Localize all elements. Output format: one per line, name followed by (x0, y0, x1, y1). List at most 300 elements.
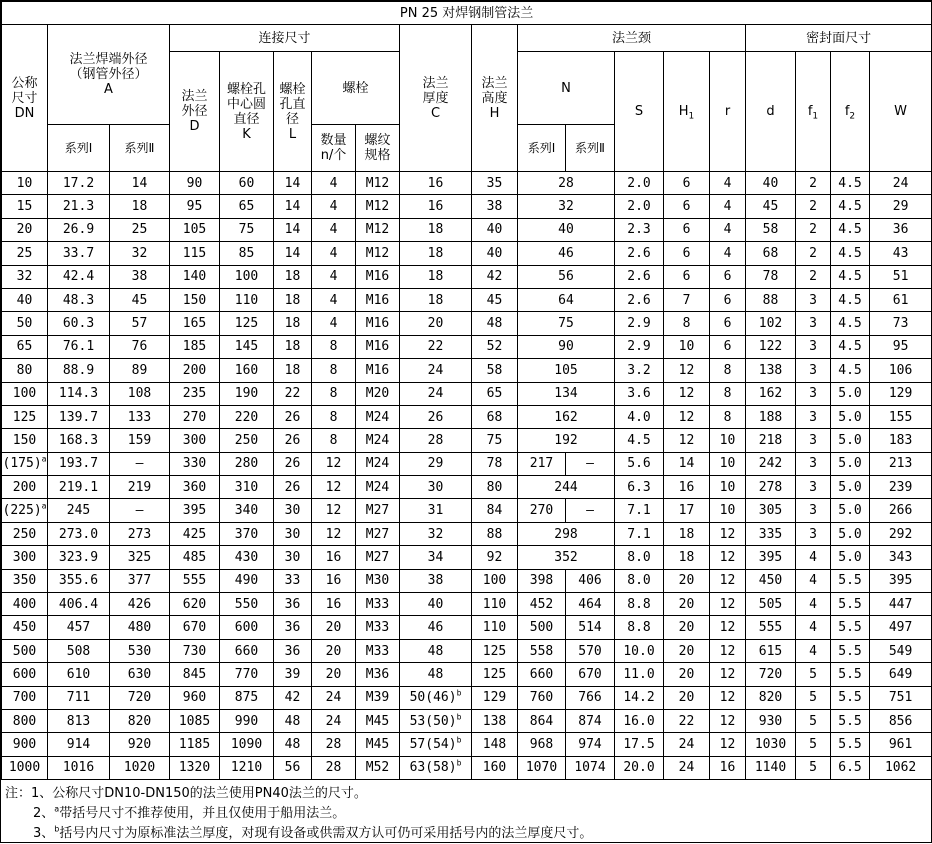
cell-d: 1030 (746, 733, 796, 756)
cell-K: 340 (220, 499, 274, 522)
header-d-seal: d (746, 52, 796, 172)
cell-L: 36 (274, 593, 312, 616)
cell-C: 38 (400, 569, 472, 592)
cell-W: 266 (870, 499, 932, 522)
cell-a2: 325 (110, 546, 170, 569)
cell-W: 73 (870, 312, 932, 335)
cell-N2: 514 (566, 616, 615, 639)
cell-a2: 480 (110, 616, 170, 639)
cell-f2: 4.5 (831, 172, 870, 195)
cell-H1: 12 (664, 429, 710, 452)
cell-a2: 426 (110, 593, 170, 616)
cell-K: 250 (220, 429, 274, 452)
cell-dn: 250 (2, 522, 48, 545)
header-bolt: 螺栓 (312, 52, 400, 125)
cell-th: M45 (356, 733, 400, 756)
header-f2: $f_2$ (831, 52, 870, 172)
cell-dn: 300 (2, 546, 48, 569)
cell-r: 4 (710, 172, 746, 195)
cell-r: 12 (710, 686, 746, 709)
cell-K: 75 (220, 218, 274, 241)
header-n-series1: 系列Ⅰ (518, 125, 566, 172)
cell-n: 8 (312, 405, 356, 428)
cell-L: 30 (274, 499, 312, 522)
cell-a1: 813 (48, 709, 110, 732)
cell-N: 134 (518, 382, 615, 405)
cell-dn: 40 (2, 288, 48, 311)
cell-a2: 89 (110, 359, 170, 382)
cell-S: 6.3 (615, 476, 664, 499)
table-row (2, 452, 932, 475)
cell-N1: 968 (518, 733, 566, 756)
cell-K: 1210 (220, 756, 274, 779)
cell-S: 2.6 (615, 265, 664, 288)
cell-C: 22 (400, 335, 472, 358)
header-bolt-thread: 螺纹 规格 (356, 125, 400, 172)
cell-K: 85 (220, 242, 274, 265)
cell-S: 8.0 (615, 569, 664, 592)
table-notes (1, 780, 931, 844)
cell-r: 12 (710, 709, 746, 732)
note-2: 2、$^a$带括号尺寸不推荐使用，并且仅使用于船用法兰。 (33, 804, 346, 822)
cell-f1: 5 (796, 733, 831, 756)
cell-f2: 4.5 (831, 195, 870, 218)
cell-C: 31 (400, 499, 472, 522)
cell-S: 2.0 (615, 195, 664, 218)
cell-H1: 6 (664, 195, 710, 218)
cell-a2: — (110, 452, 170, 475)
cell-D: 1320 (170, 756, 220, 779)
cell-W: 751 (870, 686, 932, 709)
cell-W: 549 (870, 639, 932, 662)
cell-th: M16 (356, 288, 400, 311)
cell-a2: 108 (110, 382, 170, 405)
cell-H: 138 (472, 709, 518, 732)
cell-D: 1085 (170, 709, 220, 732)
cell-H: 48 (472, 312, 518, 335)
cell-th: M24 (356, 429, 400, 452)
cell-dn: 32 (2, 265, 48, 288)
cell-S: 3.2 (615, 359, 664, 382)
table-row (2, 312, 932, 335)
cell-dn: 500 (2, 639, 48, 662)
cell-W: 43 (870, 242, 932, 265)
cell-D: 235 (170, 382, 220, 405)
cell-d: 930 (746, 709, 796, 732)
cell-n: 4 (312, 242, 356, 265)
cell-r: 12 (710, 733, 746, 756)
cell-r: 12 (710, 569, 746, 592)
cell-n: 4 (312, 172, 356, 195)
cell-n: 20 (312, 639, 356, 662)
cell-K: 65 (220, 195, 274, 218)
cell-C: 30 (400, 476, 472, 499)
cell-d: 138 (746, 359, 796, 382)
cell-H1: 12 (664, 359, 710, 382)
cell-H: 45 (472, 288, 518, 311)
cell-th: M52 (356, 756, 400, 779)
cell-K: 160 (220, 359, 274, 382)
cell-C: 40 (400, 593, 472, 616)
cell-f2: 4.5 (831, 242, 870, 265)
cell-a2: 32 (110, 242, 170, 265)
cell-n: 8 (312, 359, 356, 382)
cell-H1: 24 (664, 733, 710, 756)
cell-n: 12 (312, 476, 356, 499)
cell-C: 24 (400, 382, 472, 405)
cell-N: 28 (518, 172, 615, 195)
cell-K: 490 (220, 569, 274, 592)
cell-a1: 48.3 (48, 288, 110, 311)
header-neck: 法兰颈 (518, 25, 746, 52)
cell-a2: 76 (110, 335, 170, 358)
cell-r: 16 (710, 756, 746, 779)
cell-S: 7.1 (615, 522, 664, 545)
cell-N: 46 (518, 242, 615, 265)
cell-d: 505 (746, 593, 796, 616)
cell-a2: 159 (110, 429, 170, 452)
header-seal: 密封面尺寸 (746, 25, 932, 52)
cell-f1: 2 (796, 218, 831, 241)
cell-dn: 100 (2, 382, 48, 405)
cell-r: 10 (710, 429, 746, 452)
cell-H1: 20 (664, 593, 710, 616)
cell-dn: 400 (2, 593, 48, 616)
cell-L: 26 (274, 405, 312, 428)
cell-H1: 6 (664, 242, 710, 265)
cell-N: 298 (518, 522, 615, 545)
cell-f2: 4.5 (831, 218, 870, 241)
cell-C: 16 (400, 195, 472, 218)
cell-f2: 5.5 (831, 569, 870, 592)
cell-r: 6 (710, 265, 746, 288)
cell-K: 770 (220, 663, 274, 686)
cell-W: 51 (870, 265, 932, 288)
cell-L: 14 (274, 172, 312, 195)
cell-dn: 900 (2, 733, 48, 756)
cell-H: 110 (472, 616, 518, 639)
table-row (2, 172, 932, 195)
cell-f2: 5.5 (831, 733, 870, 756)
cell-n: 28 (312, 756, 356, 779)
cell-N: 105 (518, 359, 615, 382)
cell-H1: 6 (664, 218, 710, 241)
cell-K: 280 (220, 452, 274, 475)
cell-K: 110 (220, 288, 274, 311)
cell-n: 8 (312, 335, 356, 358)
cell-f1: 3 (796, 522, 831, 545)
cell-C: $53(50)^b$ (400, 709, 472, 732)
cell-N: 75 (518, 312, 615, 335)
header-d-outer: 法兰 外径 D (170, 52, 220, 172)
cell-K: 430 (220, 546, 274, 569)
cell-a1: 914 (48, 733, 110, 756)
cell-D: 1185 (170, 733, 220, 756)
cell-K: 370 (220, 522, 274, 545)
cell-f1: 4 (796, 569, 831, 592)
table-row (2, 593, 932, 616)
cell-f2: 5.5 (831, 709, 870, 732)
cell-a2: 920 (110, 733, 170, 756)
cell-r: 12 (710, 593, 746, 616)
cell-dn: 80 (2, 359, 48, 382)
cell-K: 190 (220, 382, 274, 405)
cell-N1: 1070 (518, 756, 566, 779)
cell-N: 32 (518, 195, 615, 218)
cell-C: 20 (400, 312, 472, 335)
cell-f1: 2 (796, 195, 831, 218)
cell-d: 40 (746, 172, 796, 195)
table-row (2, 288, 932, 311)
cell-n: 20 (312, 663, 356, 686)
cell-th: M45 (356, 709, 400, 732)
cell-S: 16.0 (615, 709, 664, 732)
cell-S: 17.5 (615, 733, 664, 756)
table-row (2, 686, 932, 709)
cell-th: M12 (356, 242, 400, 265)
cell-W: 961 (870, 733, 932, 756)
header-n-series2: 系列Ⅱ (566, 125, 615, 172)
cell-r: 8 (710, 359, 746, 382)
cell-r: 6 (710, 312, 746, 335)
cell-W: 106 (870, 359, 932, 382)
cell-d: 78 (746, 265, 796, 288)
cell-f2: 5.0 (831, 476, 870, 499)
cell-N: 56 (518, 265, 615, 288)
cell-L: 18 (274, 265, 312, 288)
cell-N2: 670 (566, 663, 615, 686)
cell-L: 14 (274, 195, 312, 218)
cell-D: 555 (170, 569, 220, 592)
cell-S: 11.0 (615, 663, 664, 686)
header-r: r (710, 52, 746, 172)
cell-th: M24 (356, 452, 400, 475)
cell-W: 129 (870, 382, 932, 405)
table-row (2, 195, 932, 218)
cell-a2: — (110, 499, 170, 522)
cell-H: 35 (472, 172, 518, 195)
cell-H: 40 (472, 218, 518, 241)
cell-N: 90 (518, 335, 615, 358)
cell-W: 155 (870, 405, 932, 428)
cell-H1: 24 (664, 756, 710, 779)
flange-dimension-table (1, 1, 932, 780)
cell-n: 4 (312, 195, 356, 218)
cell-r: 6 (710, 288, 746, 311)
table-row (2, 522, 932, 545)
cell-a2: 720 (110, 686, 170, 709)
cell-r: 8 (710, 382, 746, 405)
cell-H: 40 (472, 242, 518, 265)
cell-D: 425 (170, 522, 220, 545)
cell-L: 14 (274, 242, 312, 265)
cell-n: 4 (312, 288, 356, 311)
table-row (2, 405, 932, 428)
cell-dn: 65 (2, 335, 48, 358)
cell-L: 48 (274, 733, 312, 756)
cell-W: 856 (870, 709, 932, 732)
cell-f2: 5.5 (831, 593, 870, 616)
cell-f2: 4.5 (831, 265, 870, 288)
cell-a2: 45 (110, 288, 170, 311)
cell-H1: 6 (664, 265, 710, 288)
cell-f1: 3 (796, 499, 831, 522)
cell-d: 305 (746, 499, 796, 522)
cell-S: 7.1 (615, 499, 664, 522)
cell-f2: 5.5 (831, 686, 870, 709)
cell-r: 4 (710, 218, 746, 241)
cell-W: 497 (870, 616, 932, 639)
cell-K: 60 (220, 172, 274, 195)
cell-th: M36 (356, 663, 400, 686)
cell-C: 32 (400, 522, 472, 545)
cell-L: 36 (274, 616, 312, 639)
cell-H: 80 (472, 476, 518, 499)
cell-a1: 21.3 (48, 195, 110, 218)
cell-D: 95 (170, 195, 220, 218)
cell-N: 162 (518, 405, 615, 428)
cell-N1: 760 (518, 686, 566, 709)
cell-C: $50(46)^b$ (400, 686, 472, 709)
table-row (2, 359, 932, 382)
cell-S: 2.3 (615, 218, 664, 241)
cell-L: 30 (274, 546, 312, 569)
cell-N2: — (566, 499, 615, 522)
cell-H1: 14 (664, 452, 710, 475)
cell-S: 2.9 (615, 312, 664, 335)
cell-d: 45 (746, 195, 796, 218)
cell-n: 16 (312, 569, 356, 592)
cell-th: M27 (356, 522, 400, 545)
cell-f1: 3 (796, 335, 831, 358)
cell-a1: 457 (48, 616, 110, 639)
cell-S: 10.0 (615, 639, 664, 662)
cell-S: 2.0 (615, 172, 664, 195)
cell-f2: 5.5 (831, 639, 870, 662)
cell-N1: 217 (518, 452, 566, 475)
cell-dn: 600 (2, 663, 48, 686)
cell-H: 88 (472, 522, 518, 545)
cell-f1: 3 (796, 288, 831, 311)
cell-a1: 610 (48, 663, 110, 686)
cell-dn: 20 (2, 218, 48, 241)
table-row (2, 335, 932, 358)
cell-a2: 1020 (110, 756, 170, 779)
cell-L: 18 (274, 359, 312, 382)
cell-D: 165 (170, 312, 220, 335)
cell-a1: 273.0 (48, 522, 110, 545)
cell-S: 2.9 (615, 335, 664, 358)
cell-W: 649 (870, 663, 932, 686)
cell-th: M16 (356, 359, 400, 382)
cell-th: M33 (356, 616, 400, 639)
cell-f1: 4 (796, 616, 831, 639)
cell-W: 1062 (870, 756, 932, 779)
cell-N: 244 (518, 476, 615, 499)
cell-H1: 18 (664, 546, 710, 569)
cell-d: 278 (746, 476, 796, 499)
cell-n: 4 (312, 312, 356, 335)
cell-H1: 12 (664, 382, 710, 405)
cell-D: 730 (170, 639, 220, 662)
cell-f2: 5.0 (831, 522, 870, 545)
cell-a2: 630 (110, 663, 170, 686)
cell-N2: 766 (566, 686, 615, 709)
cell-a2: 18 (110, 195, 170, 218)
cell-N2: 1074 (566, 756, 615, 779)
header-w: W (870, 52, 932, 172)
cell-f2: 5.5 (831, 663, 870, 686)
cell-th: M20 (356, 382, 400, 405)
cell-H1: 22 (664, 709, 710, 732)
cell-D: 200 (170, 359, 220, 382)
cell-th: M24 (356, 405, 400, 428)
cell-f1: 5 (796, 663, 831, 686)
note-3: 3、$^b$括号内尺寸为原标准法兰厚度，对现有设备或供需双方认可仍可采用括号内的法兰厚度尺寸。 (33, 824, 593, 842)
header-s: S (615, 52, 664, 172)
cell-r: 6 (710, 335, 746, 358)
cell-K: 1090 (220, 733, 274, 756)
cell-th: M27 (356, 499, 400, 522)
cell-a1: 193.7 (48, 452, 110, 475)
cell-S: 8.8 (615, 616, 664, 639)
cell-f1: 2 (796, 242, 831, 265)
cell-f1: 3 (796, 476, 831, 499)
table-row (2, 569, 932, 592)
cell-S: 2.6 (615, 288, 664, 311)
cell-N2: 464 (566, 593, 615, 616)
cell-N2: 974 (566, 733, 615, 756)
cell-L: 18 (274, 312, 312, 335)
cell-N: 192 (518, 429, 615, 452)
cell-H1: 20 (664, 639, 710, 662)
cell-d: 68 (746, 242, 796, 265)
cell-r: 10 (710, 452, 746, 475)
cell-C: $57(54)^b$ (400, 733, 472, 756)
cell-r: 12 (710, 663, 746, 686)
cell-H: 68 (472, 405, 518, 428)
cell-N: 64 (518, 288, 615, 311)
cell-a1: 60.3 (48, 312, 110, 335)
cell-D: 140 (170, 265, 220, 288)
cell-a2: 133 (110, 405, 170, 428)
header-bolt-count: 数量 n/个 (312, 125, 356, 172)
cell-d: 615 (746, 639, 796, 662)
cell-a1: 76.1 (48, 335, 110, 358)
cell-S: 5.6 (615, 452, 664, 475)
cell-f2: 5.0 (831, 405, 870, 428)
header-h1: $H_1$ (664, 52, 710, 172)
cell-S: 14.2 (615, 686, 664, 709)
cell-S: 20.0 (615, 756, 664, 779)
cell-H1: 7 (664, 288, 710, 311)
cell-C: 48 (400, 663, 472, 686)
cell-H: 110 (472, 593, 518, 616)
cell-K: 220 (220, 405, 274, 428)
cell-d: 102 (746, 312, 796, 335)
cell-d: 242 (746, 452, 796, 475)
cell-a1: 711 (48, 686, 110, 709)
cell-N1: 270 (518, 499, 566, 522)
cell-dn: 10 (2, 172, 48, 195)
cell-H1: 20 (664, 616, 710, 639)
cell-S: 4.0 (615, 405, 664, 428)
cell-C: 18 (400, 265, 472, 288)
cell-C: 48 (400, 639, 472, 662)
cell-H1: 8 (664, 312, 710, 335)
cell-f2: 6.5 (831, 756, 870, 779)
cell-C: 26 (400, 405, 472, 428)
